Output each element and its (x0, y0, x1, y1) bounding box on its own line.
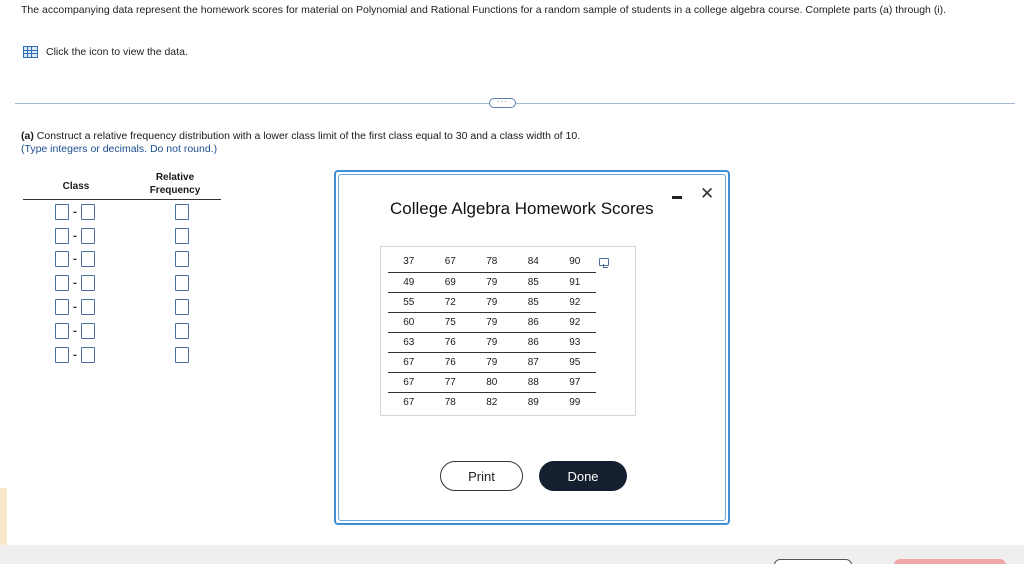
score-cell: 60 (388, 312, 430, 332)
upper-limit-input[interactable] (81, 347, 95, 363)
view-data-link[interactable] (23, 46, 188, 58)
relative-frequency-input[interactable] (175, 299, 189, 315)
bottom-nav-button-right[interactable] (894, 559, 1006, 564)
score-cell: 80 (471, 372, 513, 392)
score-cell: 79 (471, 312, 513, 332)
print-button[interactable]: Print (440, 461, 523, 491)
score-cell: 85 (513, 292, 555, 312)
part-a-instructions (21, 130, 580, 156)
lower-limit-input[interactable] (55, 204, 69, 220)
relative-frequency-input[interactable] (175, 323, 189, 339)
lower-limit-input[interactable] (55, 347, 69, 363)
class-row (23, 271, 221, 295)
relative-frequency-cell (129, 228, 221, 244)
expand-more-button[interactable]: ··· (489, 98, 516, 108)
score-cell: 86 (513, 312, 555, 332)
left-accent-strip (0, 488, 7, 545)
score-cell: 95 (554, 352, 596, 372)
bottom-bar (0, 545, 1024, 564)
score-cell: 84 (513, 252, 555, 272)
score-row (388, 272, 596, 292)
score-cell: 55 (388, 292, 430, 312)
relative-frequency-header (129, 170, 221, 199)
relative-frequency-cell (129, 275, 221, 291)
table-icon[interactable] (23, 46, 38, 58)
score-cell: 78 (471, 252, 513, 272)
class-row (23, 224, 221, 248)
rel-header-line2: Frequency (149, 185, 201, 196)
range-dash: - (73, 205, 77, 218)
minimize-button[interactable] (672, 196, 682, 199)
range-dash: - (73, 277, 77, 290)
score-cell: 67 (430, 252, 472, 272)
relative-frequency-cell (129, 347, 221, 363)
range-dash: - (73, 348, 77, 361)
class-limits (23, 347, 129, 363)
relative-frequency-table (23, 170, 221, 367)
score-cell: 37 (388, 252, 430, 272)
relative-frequency-input[interactable] (175, 275, 189, 291)
range-dash: - (73, 253, 77, 266)
score-cell: 79 (471, 292, 513, 312)
relative-frequency-input[interactable] (175, 228, 189, 244)
score-cell: 90 (554, 252, 596, 272)
table-header (23, 170, 221, 200)
class-row (23, 200, 221, 224)
lower-limit-input[interactable] (55, 323, 69, 339)
bottom-nav-button-left[interactable] (774, 559, 852, 564)
class-limits (23, 204, 129, 220)
score-cell: 79 (471, 352, 513, 372)
relative-frequency-input[interactable] (175, 251, 189, 267)
score-cell: 93 (554, 332, 596, 352)
class-row (23, 248, 221, 272)
class-limits (23, 275, 129, 291)
score-cell: 67 (388, 352, 430, 372)
range-dash: - (73, 324, 77, 337)
relative-frequency-cell (129, 299, 221, 315)
part-a-text: Construct a relative frequency distribution with a lower class limit of the first class equal to 30 and a class width of 10. (36, 130, 581, 142)
scores-table (388, 252, 596, 412)
dialog-title: College Algebra Homework Scores (390, 199, 654, 218)
score-cell: 63 (388, 332, 430, 352)
score-cell: 77 (430, 372, 472, 392)
score-row (388, 252, 596, 272)
class-row (23, 343, 221, 367)
close-icon[interactable]: ✕ (700, 184, 715, 203)
data-dialog (334, 170, 730, 525)
upper-limit-input[interactable] (81, 228, 95, 244)
score-row (388, 332, 596, 352)
lower-limit-input[interactable] (55, 251, 69, 267)
class-limits (23, 299, 129, 315)
score-cell: 99 (569, 396, 581, 408)
lower-limit-input[interactable] (55, 299, 69, 315)
score-cell: 78 (444, 396, 456, 408)
upper-limit-input[interactable] (81, 204, 95, 220)
score-row (388, 352, 596, 372)
copy-data-icon[interactable] (599, 258, 609, 266)
score-cell: 92 (554, 292, 596, 312)
done-button[interactable]: Done (539, 461, 627, 491)
class-limits (23, 251, 129, 267)
relative-frequency-cell (129, 204, 221, 220)
upper-limit-input[interactable] (81, 251, 95, 267)
score-cell: 91 (554, 272, 596, 292)
score-row (388, 392, 596, 412)
upper-limit-input[interactable] (81, 323, 95, 339)
score-cell: 79 (471, 332, 513, 352)
upper-limit-input[interactable] (81, 275, 95, 291)
lower-limit-input[interactable] (55, 275, 69, 291)
score-cell: 89 (527, 396, 539, 408)
score-row (388, 292, 596, 312)
class-limits (23, 323, 129, 339)
range-dash: - (73, 301, 77, 314)
range-dash: - (73, 229, 77, 242)
answer-hint: (Type integers or decimals. Do not round.) (21, 143, 218, 155)
score-cell: 69 (430, 272, 472, 292)
score-cell: 92 (554, 312, 596, 332)
score-row (388, 312, 596, 332)
score-cell: 75 (430, 312, 472, 332)
class-header: Class (62, 181, 90, 192)
upper-limit-input[interactable] (81, 299, 95, 315)
score-cell: 67 (403, 396, 415, 408)
rel-header-line1: Relative (155, 172, 195, 183)
class-row (23, 295, 221, 319)
lower-limit-input[interactable] (55, 228, 69, 244)
score-cell: 76 (430, 332, 472, 352)
score-row (388, 372, 596, 392)
scores-panel (380, 246, 636, 416)
score-cell: 49 (388, 272, 430, 292)
score-cell: 79 (471, 272, 513, 292)
score-cell: 76 (430, 352, 472, 372)
view-data-label: Click the icon to view the data. (46, 46, 188, 58)
score-cell: 86 (513, 332, 555, 352)
score-cell: 67 (388, 372, 430, 392)
relative-frequency-input[interactable] (175, 347, 189, 363)
problem-intro: The accompanying data represent the homework scores for material on Polynomial and Rational Functions for a random sample of students in a college algebra course. Complete parts (a) through (i). (21, 4, 947, 16)
part-a-label: (a) (21, 130, 34, 142)
class-limits (23, 228, 129, 244)
score-cell: 85 (513, 272, 555, 292)
score-cell: 97 (554, 372, 596, 392)
class-row (23, 319, 221, 343)
score-cell: 82 (486, 396, 498, 408)
score-cell: 72 (430, 292, 472, 312)
score-cell: 88 (513, 372, 555, 392)
relative-frequency-cell (129, 251, 221, 267)
relative-frequency-cell (129, 323, 221, 339)
relative-frequency-input[interactable] (175, 204, 189, 220)
score-cell: 87 (513, 352, 555, 372)
